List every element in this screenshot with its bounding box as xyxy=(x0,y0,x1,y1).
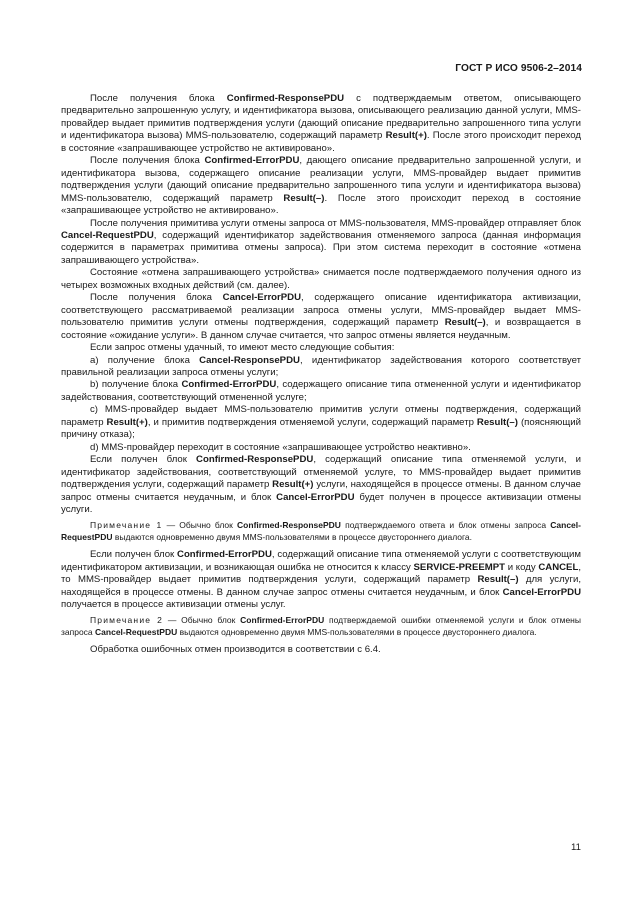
text-run: После получения блока xyxy=(90,93,227,104)
bold-term: Cancel-ErrorPDU xyxy=(222,292,302,304)
bold-term: Cancel-RequestPDU xyxy=(61,520,581,542)
text-run: b) получение блока xyxy=(90,379,182,391)
list-item xyxy=(61,404,581,441)
document-header: ГОСТ Р ИСО 9506-2–2014 xyxy=(455,63,582,74)
paragraph xyxy=(61,267,581,292)
paragraph xyxy=(61,93,581,155)
text-run: — Обычно блок xyxy=(162,520,238,531)
text-run: (поясняющий причину отказа); xyxy=(61,416,581,441)
bold-term: Confirmed-ErrorPDU xyxy=(240,615,325,626)
bold-term: Result(+) xyxy=(106,416,148,428)
bold-term: SERVICE-PREEMPT xyxy=(413,561,506,573)
text-run: a) получение блока xyxy=(90,354,200,366)
text-run: подтверждаемого ответа и блок отмены запроса xyxy=(340,520,551,531)
bold-term: Confirmed-ResponsePDU xyxy=(226,93,345,104)
list-item xyxy=(61,379,581,404)
bold-term: Confirmed-ErrorPDU xyxy=(204,155,300,167)
text-run: получается в процессе активизации отмены услуг. xyxy=(61,599,286,611)
text-run: c) MMS-провайдер выдает MMS-пользователю примитив услуги отмены подтверждения, содержащий параметр xyxy=(61,404,581,428)
list-item xyxy=(61,355,581,380)
text-run: Если запрос отмены удачный, то имеют место следующие события: xyxy=(90,342,395,354)
text-run: — Обычно блок xyxy=(163,615,241,626)
text-run: для услуги, находящейся в процессе отмены. В данном случае запрос отмены считается неудачным, и блок xyxy=(61,574,581,598)
bold-term: Cancel-RequestPDU xyxy=(95,626,178,637)
text-run: После получения блока xyxy=(90,155,205,167)
text-run: будет получен в процессе активизации отмены услуги. xyxy=(61,491,582,515)
text-run: , содержащего описание типа отмененной услуги и идентификатор задействования, соответствующий отмененной услуге; xyxy=(61,379,581,403)
bold-term: Cancel-ErrorPDU xyxy=(502,586,581,598)
text-run: , идентификатор задействования которого соответствует правильной реализации запроса отмены услуги; xyxy=(61,354,581,378)
note-1 xyxy=(61,520,581,543)
text-run: После получения блока xyxy=(90,292,223,304)
bold-term: Cancel-ResponsePDU xyxy=(199,354,300,366)
text-run: Обработка ошибочных отмен производится в соответствии с 6.4. xyxy=(90,644,381,656)
paragraph xyxy=(61,342,581,354)
text-run: услуги, находящейся в процессе отмены. В данном случае запрос отмены считается неудачным, и блок xyxy=(61,479,581,503)
list-item xyxy=(61,442,581,454)
bold-term: Result(–) xyxy=(476,416,518,428)
text-run: , содержащий описание типа отменяемой услуги с соответствующим идентификатором активизации, и возникающая ошибка не относится к классу xyxy=(61,549,581,573)
text-run: , содержащий идентификатор задействования отменяемого запроса (данная информация содержится в параметрах примитива отмены запроса). При этом система переходит в состояние «отмена запрашивающего устройства». xyxy=(61,229,581,266)
bold-term: Result(–) xyxy=(283,192,325,204)
bold-term: Confirmed-ResponsePDU xyxy=(196,454,314,466)
text-run: , содержащего описание идентификатора активизации, соответствующего рассматриваемой реализации запроса отмены услуги, MMS-провайдер выдает MMS-пользователю примитив услуги отмены подтверждения, содержащий параметр xyxy=(61,292,581,329)
bold-term: Confirmed-ResponsePDU xyxy=(237,520,341,531)
text-run: выдаются одновременно двумя MMS-пользователями в процессе двустороннего диалога. xyxy=(112,531,473,542)
text-run: Состояние «отмена запрашивающего устройства» снимается после подтверждаемого получения одного из четырех возможных входных действий (см. далее). xyxy=(61,267,581,291)
document-body xyxy=(61,93,581,657)
note-2 xyxy=(61,615,581,638)
bold-term: Result(–) xyxy=(444,317,486,329)
note-label: Примечание 1 xyxy=(90,520,163,531)
paragraph xyxy=(61,644,581,656)
bold-term: Cancel-RequestPDU xyxy=(61,229,154,241)
bold-term: Result(+) xyxy=(272,479,314,491)
paragraph xyxy=(61,454,581,516)
page-number: 11 xyxy=(571,842,581,853)
text-run: , и примитив подтверждения отменяемой услуги, содержащий параметр xyxy=(147,416,477,428)
paragraph xyxy=(61,549,581,611)
text-run: . После этого происходит переход в состояние «запрашивающее устройство не активировано». xyxy=(61,130,581,154)
paragraph xyxy=(61,155,581,217)
paragraph xyxy=(61,218,581,268)
text-run: , дающего описание предварительно запрошенной услуги, и идентификатора вызова, содержащего описание реализации услуги, MMS-провайдер выдает примитив подтверждения услуги (дающий описание предварительно запрошенного типа услуги и идентификатора вызова) MMS-пользователю, содержащий параметр xyxy=(61,155,581,204)
text-run: d) MMS-провайдер переходит в состояние «запрашивающее устройство неактивно». xyxy=(90,441,471,453)
text-run: подтверждаемой ошибки отменяемой услуги и блок отмены запроса xyxy=(61,615,581,637)
note-label: Примечание 2 xyxy=(90,615,164,626)
text-run: . После этого происходит переход в состояние «запрашивающее устройство не активировано». xyxy=(61,192,581,217)
text-run: Если получен блок xyxy=(90,454,197,466)
text-run: , содержащий описание типа отменяемой услуги, и идентификатор задействования, соответствующий отменяемой услуге, то MMS-провайдер выдает примитив подтверждения услуги, содержащий параметр xyxy=(61,454,581,491)
text-run: и коду xyxy=(505,561,539,573)
bold-term: Confirmed-ErrorPDU xyxy=(177,549,272,561)
text-run: После получения примитива услуги отмены запроса от MMS-пользователя, MMS-провайдер отправляет блок xyxy=(90,217,581,229)
text-run: , то MMS-провайдер выдает примитив подтверждения услуги, содержащий параметр xyxy=(61,561,581,586)
bold-term: Result(+) xyxy=(385,130,427,142)
text-run: , и возвращается в состояние «ожидание услуги». В данном случае считается, что запрос отмены является неудачным. xyxy=(61,317,581,341)
paragraph xyxy=(61,292,581,342)
bold-term: Cancel-ErrorPDU xyxy=(276,491,355,503)
text-run: с подтверждаемым ответом, описывающего предварительно запрошенную услугу, и идентификатора вызова, описывающего реализацию данной услуги, MMS-провайдер выдает примитив подтверждения услуги (дающий описание предварительно запрошенного типа услуги и идентификатора вызова) MMS-пользователю, содержащий параметр xyxy=(61,93,581,142)
bold-term: Confirmed-ErrorPDU xyxy=(181,379,277,391)
text-run: выдаются одновременно двумя MMS-пользователями в процессе двустороннего диалога. xyxy=(177,626,537,637)
bold-term: Result(–) xyxy=(477,574,519,586)
text-run: Если получен блок xyxy=(90,549,178,561)
bold-term: CANCEL xyxy=(538,561,579,573)
